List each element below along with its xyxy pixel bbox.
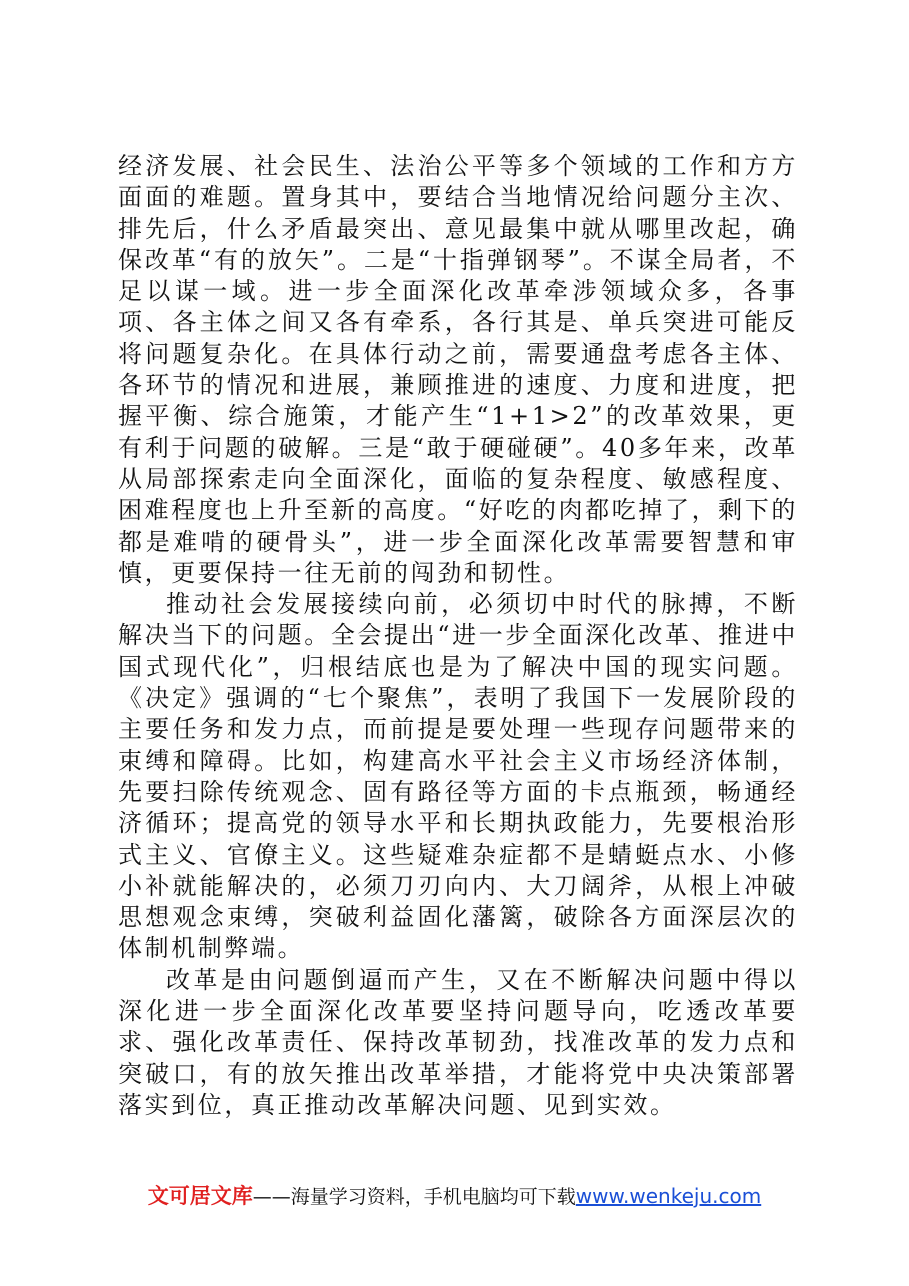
- document-body: [118, 151, 798, 1121]
- page-footer: [0, 1182, 909, 1211]
- paragraph: 改革是由问题倒逼而产生，又在不断解决问题中得以深化进一步全面深化改革要坚持问题导向，吃透改革要求、强化改革责任、保持改革韧劲，找准改革的发力点和突破口，有的放矢推出改革举措，才能将党中央决策部署落实到位，真正推动改革解决问题、见到实效。: [118, 965, 798, 1119]
- footer-tagline: ——海量学习资料，手机电脑均可下载: [252, 1186, 576, 1208]
- footer-website-link[interactable]: www.wenkeju.com: [575, 1184, 762, 1208]
- paragraph-continued: 经济发展、社会民生、法治公平等多个领域的工作和方方面面的难题。置身其中，要结合当地情况给问题分主次、排先后，什么矛盾最突出、意见最集中就从哪里改起，确保改革“有的放矢”。二是“十指弹钢琴”。不谋全局者，不足以谋一域。进一步全面深化改革牵涉领域众多，各事项、各主体之间又各有牵系，各行其是、单兵突进可能反将问题复杂化。在具体行动之前，需要通盘考虑各主体、各环节的情况和进展，兼顾推进的速度、力度和进度，把握平衡、综合施策，才能产生“1+1>2”的改革效果，更有利于问题的破解。三是“敢于硬碰硬”。40多年来，改革从局部探索走向全面深化，面临的复杂程度、敏感程度、困难程度也上升至新的高度。“好吃的肉都吃掉了，剩下的都是难啃的硬骨头”，进一步全面深化改革需要智慧和审慎，更要保持一往无前的闯劲和韧性。: [118, 152, 798, 587]
- paragraph: 推动社会发展接续向前，必须切中时代的脉搏，不断解决当下的问题。全会提出“进一步全面深化改革、推进中国式现代化”，归根结底也是为了解决中国的现实问题。《决定》强调的“七个聚焦”，表明了我国下一发展阶段的主要任务和发力点，而前提是要处理一些现存问题带来的束缚和障碍。比如，构建高水平社会主义市场经济体制，先要扫除传统观念、固有路径等方面的卡点瓶颈，畅通经济循环；提高党的领导水平和长期执政能力，先要根治形式主义、官僚主义。这些疑难杂症都不是蜻蜓点水、小修小补就能解决的，必须刀刃向内、大刀阔斧，从根上冲破思想观念束缚，突破利益固化藩篱，破除各方面深层次的体制机制弊端。: [118, 590, 798, 963]
- footer-brand: 文可居文库: [147, 1184, 253, 1208]
